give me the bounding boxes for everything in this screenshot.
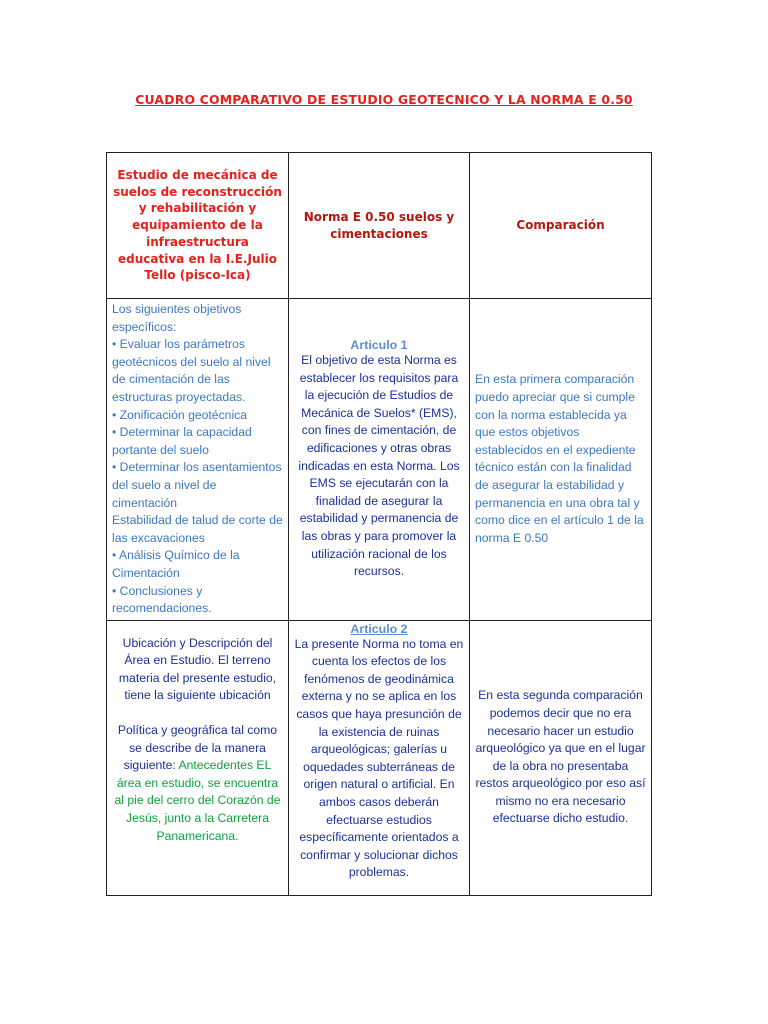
objective-item: • Análisis Químico de la Cimentación [112,548,240,580]
article-2-title: Articulo 2 [350,621,408,636]
comparison-1-cell [470,299,652,621]
header-study-label: Estudio de mecánica de suelos de reconstrucción y rehabilitación y equipamiento de la infraestructura educativa en la I.E.Julio Tello (pisco-Ica) [113,168,282,283]
objective-item: Estabilidad de talud de corte de las excavaciones [112,513,283,545]
objective-item: • Determinar la capacidad portante del suelo [112,425,252,457]
location-cell [107,620,289,895]
table-row [107,620,652,895]
article-1-text: El objetivo de esta Norma es establecer los requisitos para la ejecución de Estudios de Mecánica de Suelos* (EMS), con fines de cimentación, de edificaciones y otras obras indicadas en esta Norma. Los EMS se ejecutarán con la finalidad de asegurar la estabilidad y permanencia de las obras y para promover la utilización racional de los recursos. [298,352,460,579]
article-2-text: La presente Norma no toma en cuenta los efectos de los fenómenos de geodinámica externa y no se aplica en los casos que haya presunción de la existencia de ruinas arqueológicas; galerías u oquedades subterráneas de origen natural o artificial. En ambos casos deberán efectuarse estudios específicamente orientados a confirmar y solucionar dichos problemas. [294,636,464,880]
table-row [107,299,652,621]
objective-item: • Determinar los asentamientos del suelo a nivel de cimentación [112,460,282,510]
comparison-1-text: En esta primera comparación puedo apreciar que si cumple con la norma establecida ya que estos objetivos establecidos en el expediente técnico están con la finalidad de asegurar la estabilidad y permanencia en una obra tal y como dice en el artículo 1 de la norma E 0.50 [475,372,644,545]
objective-item: • Conclusiones y recomendaciones. [112,583,212,616]
header-norma-label: Norma E 0.50 suelos y cimentaciones [303,209,455,241]
antecedentes-text: Antecedentes EL área en estudio, se encuentra al pie del cerro del Corazón de Jesús, junto a la Carretera Panamericana. [114,758,281,843]
political-text [112,722,283,845]
comparison-2-cell [470,620,652,895]
comparison-2-text: En esta segunda comparación podemos decir que no era necesario hacer un estudio arqueológico ya que en el lugar de la obra no presentaba restos arqueológico por eso así mismo no era necesario efectuarse dicho estudio. [475,688,646,826]
comparison-table [106,152,652,896]
header-cell-norma [289,153,470,299]
article-2-cell [289,620,470,895]
objective-item: • Zonificación geotécnica [112,407,248,422]
header-cell-study [107,153,289,299]
objective-item: • Evaluar los parámetros geotécnicos del suelo al nivel de cimentación de las estructuras proyectadas. [112,337,271,404]
political-lead: Política y geográfica tal como se describe de la manera siguiente: [117,723,278,773]
article-1-cell [289,299,470,621]
objective-item: Los siguientes objetivos específicos: [112,302,242,334]
objectives-cell [107,299,289,621]
article-1-title: Articulo 1 [350,337,408,352]
table-header-row [107,153,652,299]
header-comparacion-label: Comparación [516,218,605,233]
objectives-list [112,301,283,618]
page-title: CUADRO COMPARATIVO DE ESTUDIO GEOTECNICO Y LA NORMA E 0.50 [135,92,633,107]
location-text: Ubicación y Descripción del Área en Estudio. El terreno materia del presente estudio, tiene la siguiente ubicación [118,635,277,703]
header-cell-comparacion [470,153,652,299]
